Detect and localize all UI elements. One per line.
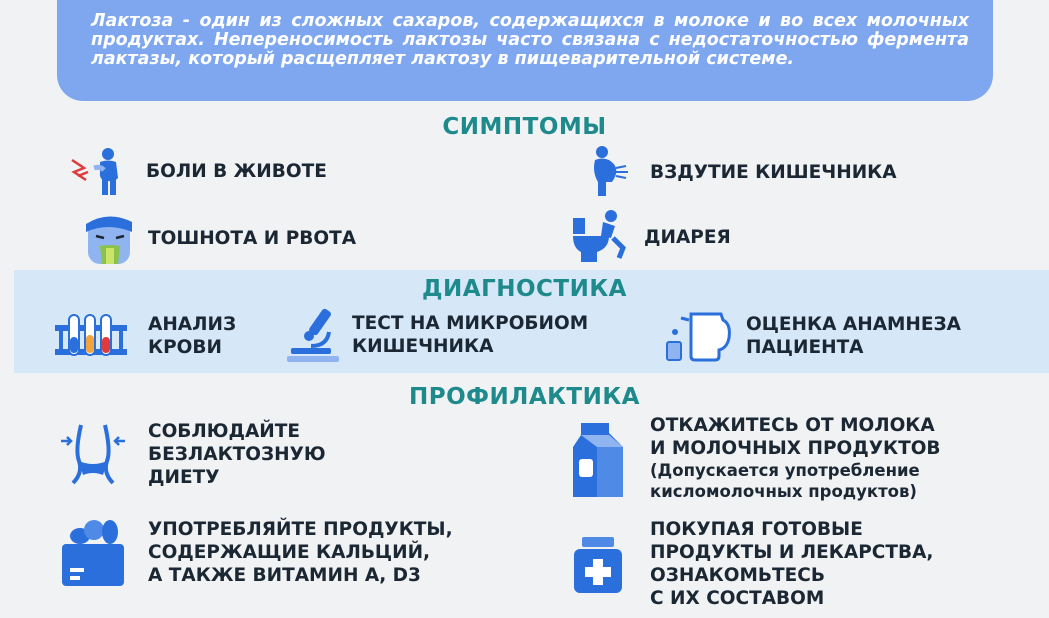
grocery-bag-icon	[58, 518, 128, 588]
prevention-line: И МОЛОЧНЫХ ПРОДУКТОВ	[650, 438, 941, 459]
prevention-text	[148, 518, 453, 587]
intro-banner: Лактоза - один из сложных сахаров, содержащихся в молоке и во всех молочных продуктах. Непереносимость лактозы часто связана с недостаточностью фермента лактазы, который расщепляет лактозу в пищеварительной системе.	[57, 0, 993, 101]
symptom-label: ДИАРЕЯ	[644, 226, 731, 248]
prevention-line: ОЗНАКОМЬТЕСЬ	[650, 565, 825, 586]
diagnostic-line1: ТЕСТ НА МИКРОБИОМ	[352, 313, 589, 334]
prevention-note: кисломолочных продуктов)	[650, 482, 917, 501]
diagnostic-anamnesis	[664, 308, 961, 364]
symptoms-title: СИМПТОМЫ	[442, 114, 607, 140]
prevention-line: ПРОДУКТЫ И ЛЕКАРСТВА,	[650, 542, 934, 563]
diagnostic-line2: КИШЕЧНИКА	[352, 336, 494, 357]
diagnostic-text	[746, 313, 961, 359]
diagnostic-line2: ПАЦИЕНТА	[746, 337, 864, 358]
toilet-icon	[570, 208, 632, 266]
prevention-note: (Допускается употребление	[650, 461, 920, 480]
milk-jug-icon	[664, 308, 736, 364]
diagnostic-text	[352, 312, 588, 358]
prevention-line: СОДЕРЖАЩИЕ КАЛЬЦИЙ,	[148, 542, 431, 563]
prevention-text	[148, 420, 326, 489]
bloating-icon	[580, 146, 640, 198]
prevention-check-composition	[566, 518, 933, 610]
prevention-text	[650, 414, 941, 502]
diagnostic-text	[148, 313, 236, 359]
prevention-avoid-milk	[566, 414, 941, 502]
diagnostic-line2: КРОВИ	[148, 337, 222, 358]
stomach-pain-icon	[60, 146, 138, 196]
diagnostic-line1: АНАЛИЗ	[148, 314, 237, 335]
test-tubes-icon	[52, 310, 130, 362]
diagnostic-blood-test	[52, 310, 236, 362]
prevention-line: СОБЛЮДАЙТЕ	[148, 421, 301, 442]
microscope-icon	[284, 306, 344, 364]
prevention-lactose-free-diet	[58, 420, 326, 489]
symptom-diarrhea	[570, 208, 731, 266]
milk-carton-icon	[566, 420, 630, 500]
prevention-title: ПРОФИЛАКТИКА	[409, 384, 640, 410]
nausea-icon	[80, 210, 140, 266]
prevention-calcium-vitamins	[58, 518, 453, 588]
prevention-line: А ТАКЖЕ ВИТАМИН А, D3	[148, 565, 421, 586]
prevention-line: С ИХ СОСТАВОМ	[650, 588, 825, 609]
diagnostics-title: ДИАГНОСТИКА	[422, 276, 627, 302]
prevention-line: БЕЗЛАКТОЗНУЮ	[148, 444, 326, 465]
symptom-label: ВЗДУТИЕ КИШЕЧНИКА	[650, 161, 897, 183]
prevention-line: ДИЕТУ	[148, 467, 220, 488]
symptom-nausea	[80, 210, 356, 266]
symptom-label: БОЛИ В ЖИВОТЕ	[146, 160, 327, 182]
prevention-text	[650, 518, 933, 610]
diagnostic-line1: ОЦЕНКА АНАМНЕЗА	[746, 314, 961, 335]
waist-icon	[58, 420, 128, 486]
symptom-bloating	[580, 146, 897, 198]
diagnostic-microbiome-test	[284, 306, 588, 364]
symptom-stomach-pain	[60, 146, 327, 196]
prevention-line: УПОТРЕБЛЯЙТЕ ПРОДУКТЫ,	[148, 519, 453, 540]
prevention-line: ОТКАЖИТЕСЬ ОТ МОЛОКА	[650, 415, 935, 436]
medicine-jar-icon	[566, 530, 630, 600]
prevention-line: ПОКУПАЯ ГОТОВЫЕ	[650, 519, 863, 540]
symptom-label: ТОШНОТА И РВОТА	[148, 227, 357, 249]
